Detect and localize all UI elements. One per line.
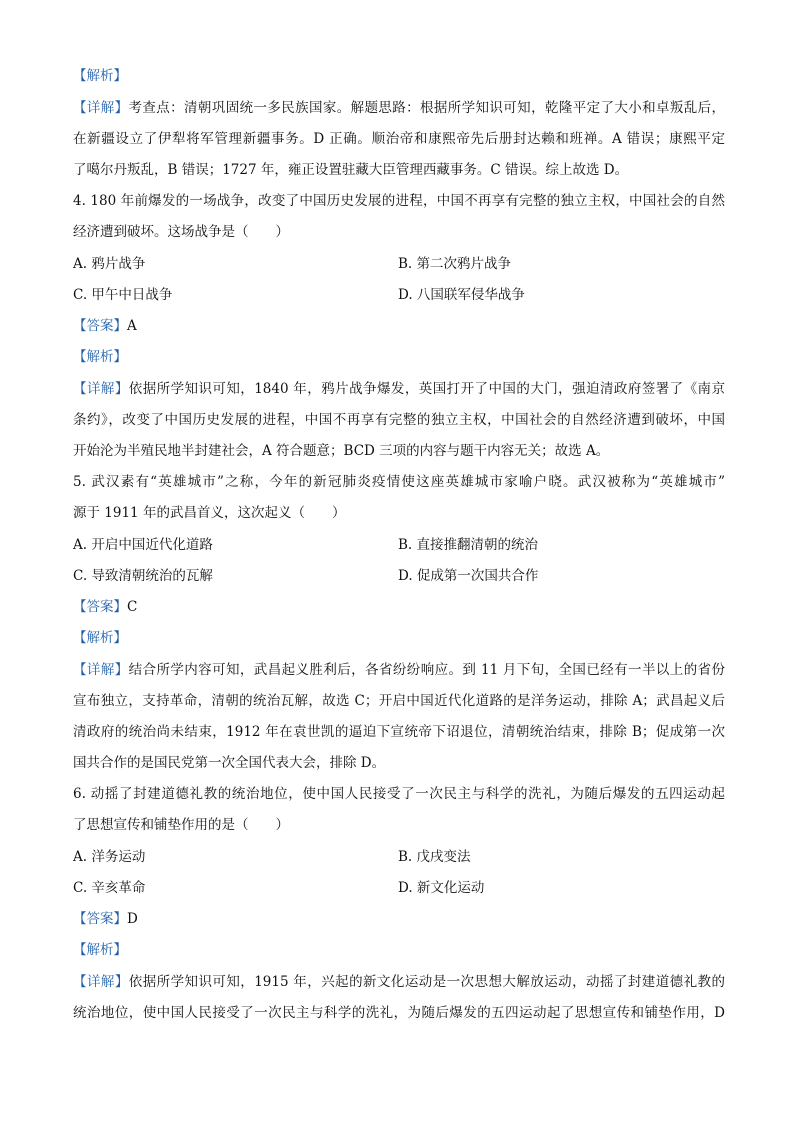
q6-option-a: A. 洋务运动 [73, 849, 146, 865]
q6-detail-line-2: 统治地位，使中国人民接受了一次民主与科学的洗礼，为随后爆发的五四运动起了思想宣传和铺垫作用，D [73, 1005, 725, 1021]
analysis-tag: 【解析】 [73, 630, 127, 646]
detail-text: 依据所学知识可知，1915 年，兴起的新文化运动是一次思想大解放运动，动摇了封建道德礼教的 [128, 974, 725, 990]
detail-text: 结合所学内容可知，武昌起义胜利后，各省纷纷响应。到 11 月下旬，全国已经有一半以上的省份 [128, 662, 725, 678]
q6-option-d: D. 新文化运动 [398, 880, 485, 896]
q5-detail-line-3: 清政府的统治尚未结束，1912 年在袁世凯的逼迫下宣统帝下诏退位，清朝统治结束，排除 B；促成第一次 [73, 724, 725, 740]
analysis-tag: 【解析】 [73, 349, 127, 365]
q6-stem-line-2: 了思想宣传和铺垫作用的是（ ） [73, 817, 289, 833]
q3-analysis-heading [73, 66, 725, 86]
answer-value: C [127, 599, 138, 615]
q6-detail-line-1 [73, 972, 725, 992]
answer-value: D [127, 911, 138, 927]
q4-answer [73, 316, 725, 336]
q6-stem-line-1: 6. 动摇了封建道德礼教的统治地位，使中国人民接受了一次民主与科学的洗礼，为随后爆发的五四运动起 [73, 786, 725, 802]
q3-detail-line-1 [73, 98, 725, 118]
q5-option-a: A. 开启中国近代化道路 [73, 537, 213, 553]
q5-option-d: D. 促成第一次国共合作 [398, 568, 539, 584]
q5-option-b: B. 直接推翻清朝的统治 [398, 537, 539, 553]
q5-detail-line-4: 国共合作的是国民党第一次全国代表大会，排除 D。 [73, 755, 386, 771]
detail-text: 考查点：清朝巩固统一多民族国家。解题思路：根据所学知识可知，乾隆平定了大小和卓叛乱后， [128, 100, 725, 116]
q4-stem-line-2: 经济遭到破坏。这场战争是（ ） [73, 224, 289, 240]
q4-analysis-heading [73, 347, 725, 367]
q5-stem-line-2: 源于 1911 年的武昌首义，这次起义（ ） [73, 505, 346, 521]
q5-option-c: C. 导致清朝统治的瓦解 [73, 568, 213, 584]
q5-analysis-heading [73, 628, 725, 648]
analysis-tag: 【解析】 [73, 942, 127, 958]
q6-answer [73, 909, 725, 929]
answer-tag: 【答案】 [73, 318, 127, 334]
detail-tag: 【详解】 [73, 381, 129, 397]
q5-stem-line-1: 5. 武汉素有“英雄城市”之称，今年的新冠肺炎疫情使这座英雄城市家喻户晓。武汉被称为“英雄城市” [73, 474, 725, 490]
q5-detail-line-1 [73, 660, 725, 680]
q5-detail-line-2: 宣布独立，支持革命，清朝的统治瓦解，故选 C；开启中国近代化道路的是洋务运动，排除 A；武昌起义后 [73, 693, 725, 709]
answer-value: A [127, 318, 137, 334]
q4-option-a: A. 鸦片战争 [73, 256, 146, 272]
q4-option-d: D. 八国联军侵华战争 [398, 287, 525, 303]
detail-text: 依据所学知识可知，1840 年，鸦片战争爆发，英国打开了中国的大门，强迫清政府签署了《南京 [128, 381, 725, 397]
q3-detail-line-3: 了噶尔丹叛乱，B 错误；1727 年，雍正设置驻藏大臣管理西藏事务。C 错误。综上故选 D。 [73, 162, 629, 178]
q6-analysis-heading [73, 940, 725, 960]
answer-tag: 【答案】 [73, 599, 127, 615]
q4-detail-line-2: 条约》，改变了中国历史发展的进程，中国不再享有完整的独立主权，中国社会的自然经济遭到破坏，中国 [73, 412, 725, 428]
analysis-tag: 【解析】 [73, 68, 127, 84]
q6-option-b: B. 戊戌变法 [398, 849, 471, 865]
detail-tag: 【详解】 [73, 974, 129, 990]
q6-option-c: C. 辛亥革命 [73, 880, 146, 896]
q4-stem-line-1: 4. 180 年前爆发的一场战争，改变了中国历史发展的进程，中国不再享有完整的独立主权，中国社会的自然 [73, 193, 725, 209]
q3-detail-line-2: 在新疆设立了伊犁将军管理新疆事务。D 正确。顺治帝和康熙帝先后册封达赖和班禅。A 错误；康熙平定 [73, 131, 725, 147]
detail-tag: 【详解】 [73, 662, 129, 678]
q5-answer [73, 597, 725, 617]
q4-option-c: C. 甲午中日战争 [73, 287, 173, 303]
q4-option-b: B. 第二次鸦片战争 [398, 256, 512, 272]
answer-tag: 【答案】 [73, 911, 127, 927]
detail-tag: 【详解】 [73, 100, 129, 116]
q4-detail-line-1 [73, 379, 725, 399]
q4-detail-line-3: 开始沦为半殖民地半封建社会，A 符合题意；BCD 三项的内容与题干内容无关；故选 A。 [73, 443, 610, 459]
